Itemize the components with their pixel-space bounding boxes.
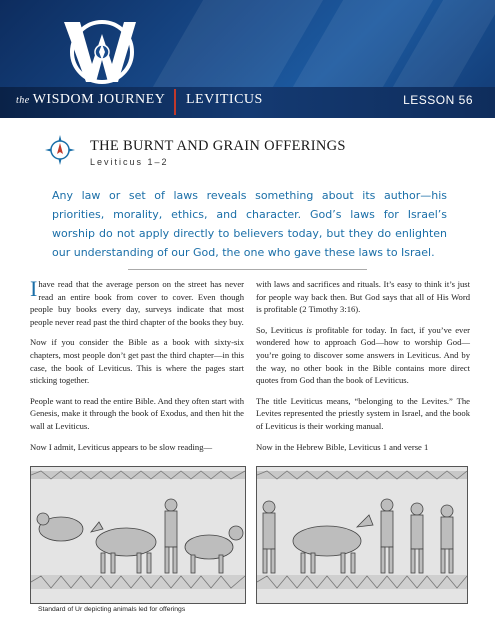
paragraph: Now if you consider the Bible as a book with sixty-six chapters, most people don’t get past the third chapter—in this case, the book of Leviticus. This is where the pages start sticking together. xyxy=(30,337,244,386)
section-divider xyxy=(128,269,367,270)
drop-cap: I xyxy=(30,276,38,301)
page-title: THE BURNT AND GRAIN OFFERINGS xyxy=(90,138,346,154)
paragraph: Ihave read that the average person on the street has never read an entire book from cover to cover. Even though people buy books every day, surveys indicate that most people never read past the third chapter of the books they buy. xyxy=(30,276,244,327)
brand-name: the WISDOM JOURNEY xyxy=(16,92,166,107)
wisdom-journey-w-logo-icon xyxy=(60,12,138,94)
paragraph: People want to read the entire Bible. And they often start with Genesis, make it through the book of Exodus, and then hit the wall at Leviticus. xyxy=(30,395,244,431)
intro-paragraph: Any law or set of laws reveals something about its author—his priorities, morality, ethics, and character. God’s laws for Israel’s worship do not apply directly to believers today, but they do enlighten our understanding of our God, the one who gave these laws to Israel. xyxy=(52,189,447,259)
standard-of-ur-image-left xyxy=(30,466,246,604)
paragraph: Now I admit, Leviticus appears to be slow reading— xyxy=(30,441,213,452)
text-column-left xyxy=(30,278,244,461)
paragraph: Now in the Hebrew Bible, Leviticus 1 and verse 1 xyxy=(256,441,429,452)
image-caption: Standard of Ur depicting animals led for offerings xyxy=(38,606,186,613)
header-banner xyxy=(0,0,495,118)
lesson-number: LESSON 56 xyxy=(403,93,473,107)
paragraph: The title Leviticus means, “belonging to the Levites.” The Levites represented the priestly system in Israel, and the book of Leviticus is their working manual. xyxy=(256,395,470,431)
page-subtitle: Leviticus 1–2 xyxy=(90,157,169,167)
standard-of-ur-image-right xyxy=(256,466,468,604)
header-divider xyxy=(174,89,176,115)
text-column-right xyxy=(256,278,470,461)
paragraph: with laws and sacrifices and rituals. It’s easy to think it’s just for people way back then. But God says that all of His Word is profitable (2 Timothy 3:16). xyxy=(256,279,470,315)
compass-icon xyxy=(45,135,75,165)
book-name: LEVITICUS xyxy=(186,92,263,107)
paragraph: So, Leviticus is profitable for today. In fact, if you’ve ever wondered how to approach God—how to worship God—you’re going to discover some answers in Leviticus. And by the way, no other book in the Bible contains more direct quotes from God than the book of Leviticus. xyxy=(256,324,470,386)
